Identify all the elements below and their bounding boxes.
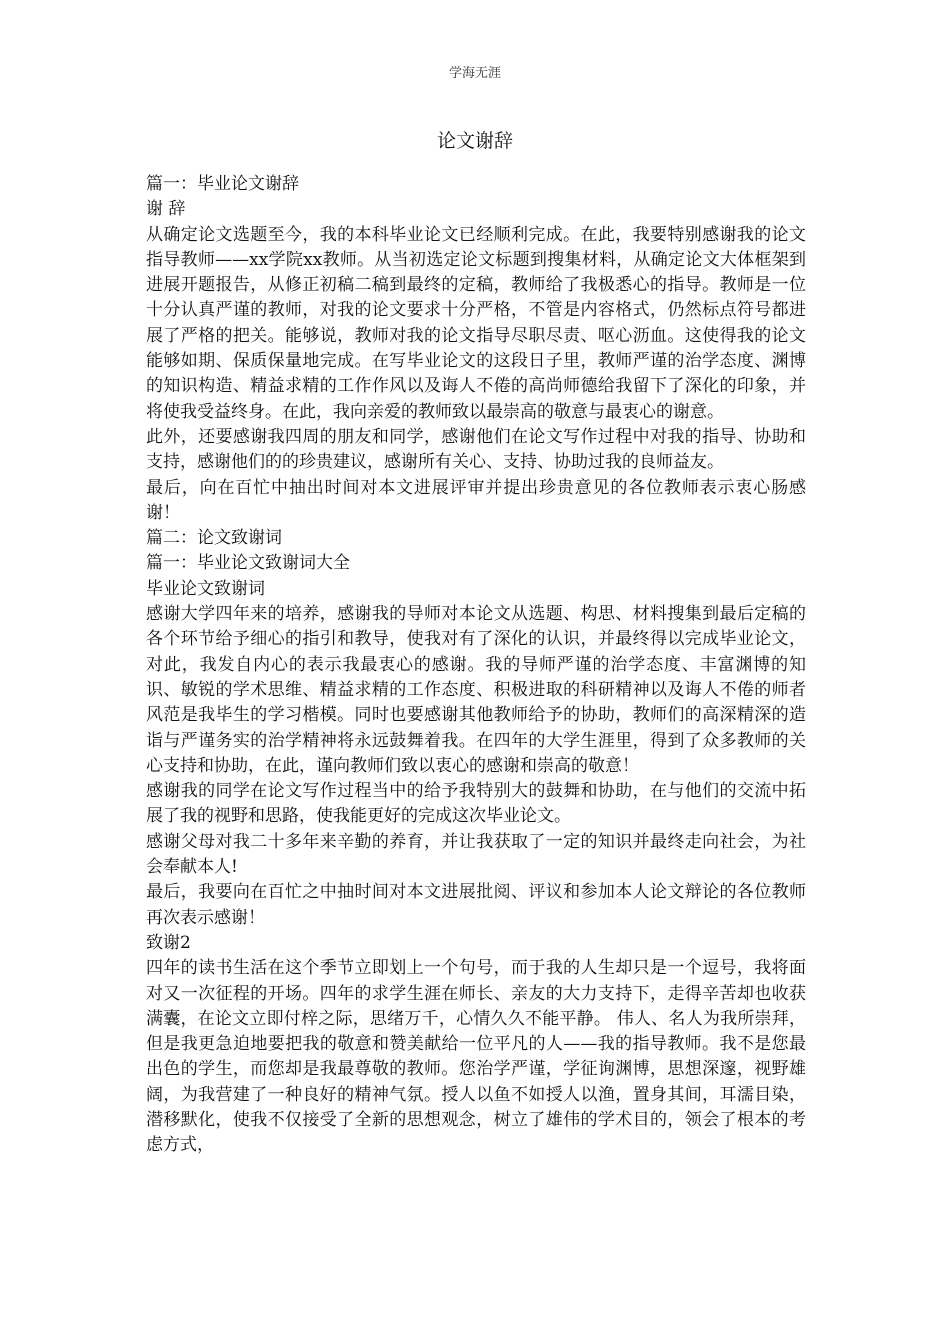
document-body bbox=[146, 172, 806, 1159]
paragraph: 从确定论文选题至今，我的本科毕业论文已经顺利完成。在此，我要特别感谢我的论文指导教师——xx学院xx教师。从当初选定论文标题到搜集材料，从确定论文大体框架到进展开题报告，从修正初稿二稿到最终的定稿，教师给了我极悉心的指导。教师是一位十分认真严谨的教师，对我的论文要求十分严格，不管是内容格式，仍然标点符号都进展了严格的把关。能够说，教师对我的论文指导尽职尽责、呕心沥血。这使得我的论文能够如期、保质保量地完成。在写毕业论文的这段日子里，教师严谨的治学态度、渊博的知识构造、精益求精的工作作风以及诲人不倦的高尚师德给我留下了深化的印象，并将使我受益终身。在此，我向亲爱的教师致以最崇高的敬意与最衷心的谢意。 bbox=[146, 224, 806, 422]
subheading: 谢 辞 bbox=[146, 199, 186, 220]
document-title: 论文谢辞 bbox=[436, 130, 513, 152]
section-heading: 篇一：毕业论文谢辞 bbox=[146, 174, 299, 194]
subheading: 致谢2 bbox=[146, 932, 191, 953]
paragraph: 四年的读书生活在这个季节立即划上一个句号，而于我的人生却只是一个逗号，我将面对又一次征程的开场。四年的求学生涯在师长、亲友的大力支持下，走得辛苦却也收获满囊，在论文立即付梓之际，思绪万千，心情久久不能平静。 伟人、名人为我所崇拜，但是我更急迫地要把我的敬意和赞美献给一位平凡的人——我的指导教师。我不是您最出色的学生，而您却是我最尊敬的教师。您治学严谨，学征询渊博，思想深邃，视野雄阔，为我营建了一种良好的精神气氛。授人以鱼不如授人以渔，置身其间，耳濡目染，潜移默化，使我不仅接受了全新的思想观念，树立了雄伟的学术目的，领会了根本的考虑方式， bbox=[146, 958, 806, 1156]
paragraph: 最后，我要向在百忙之中抽时间对本文进展批阅、评议和参加本人论文辩论的各位教师再次表示感谢！ bbox=[146, 882, 806, 928]
paragraph: 此外，还要感谢我四周的朋友和同学，感谢他们在论文写作过程中对我的指导、协助和支持，感谢他们的的珍贵建议，感谢所有关心、支持、协助过我的良师益友。 bbox=[146, 426, 806, 473]
section-heading: 篇一：毕业论文致谢词大全 bbox=[146, 553, 350, 574]
paragraph: 感谢我的同学在论文写作过程当中的给予我特别大的鼓舞和协助，在与他们的交流中拓展了我的视野和思路，使我能更好的完成这次毕业论文。 bbox=[146, 781, 806, 827]
paragraph: 最后，向在百忙中抽出时间对本文进展评审并提出珍贵意见的各位教师表示衷心肠感谢！ bbox=[146, 477, 806, 523]
running-header: 学海无涯 bbox=[448, 66, 501, 81]
section-heading: 篇二：论文致谢词 bbox=[146, 528, 282, 549]
paragraph: 感谢父母对我二十多年来辛勤的养育，并让我获取了一定的知识并最终走向社会，为社会奉献本人! bbox=[146, 831, 806, 878]
subheading: 毕业论文致谢词 bbox=[146, 578, 265, 599]
paragraph: 感谢大学四年来的培养，感谢我的导师对本论文从选题、构思、材料搜集到最后定稿的各个环节给予细心的指引和教导，使我对有了深化的认识，并最终得以完成毕业论文，对此，我发自内心的表示我最衷心的感谢。我的导师严谨的治学态度、丰富渊博的知识、敏锐的学术思维、精益求精的工作态度、积极进取的科研精神以及诲人不倦的师者风范是我毕生的学习楷模。同时也要感谢其他教师给予的协助，教师们的高深精深的造诣与严谨务实的治学精神将永远鼓舞着我。在四年的大学生涯里，得到了众多教师的关心支持和协助，在此，谨向教师们致以衷心的感谢和崇高的敬意！ bbox=[146, 604, 806, 776]
